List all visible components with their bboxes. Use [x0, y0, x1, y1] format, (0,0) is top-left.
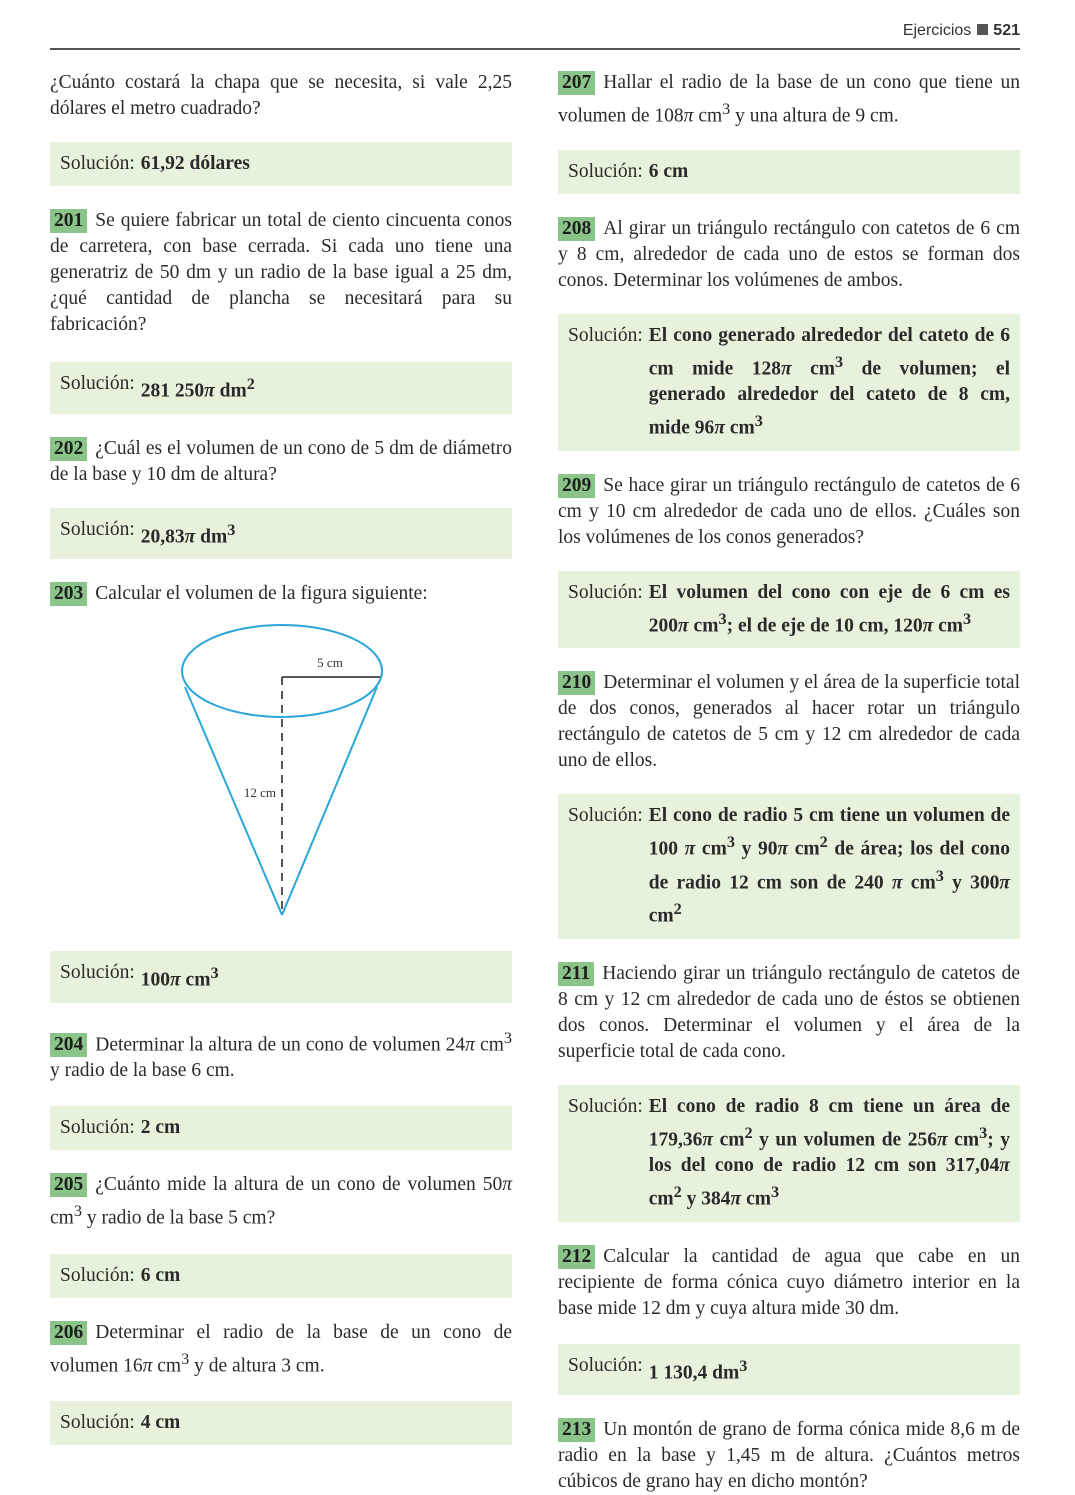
- exercise-number: 211: [558, 962, 594, 986]
- exercise-number: 212: [558, 1245, 595, 1269]
- exercise-209: 209 Se hace girar un triángulo rectángulo de catetos de 6 cm y 10 cm alrededor de cada uno de ellos. ¿Cuáles son los volúmenes de los conos generados?: [558, 474, 1020, 548]
- solution-204: Solución: 2 cm: [50, 1106, 512, 1150]
- radius-label: 5 cm: [317, 655, 343, 670]
- exercise-207: 207 Hallar el radio de la base de un cono que tiene un volumen de 108π $cm^3$ y una altura de 9 cm.: [558, 72, 1020, 127]
- intro-solution: Solución: 61,92 dólares: [50, 142, 512, 186]
- right-column: [558, 70, 1020, 1495]
- exercise-206: 206 Determinar el radio de la base de un cono de volumen 16π $cm^3$ y de altura 3 cm.: [50, 1321, 512, 1376]
- section-title: Ejercicios: [902, 22, 972, 39]
- exercise-number: 202: [50, 437, 87, 461]
- cone-diagram: [180, 623, 400, 923]
- exercise-number: 203: [50, 582, 87, 606]
- solution-211: Solución: El cono de radio 8 cm tiene un área de 179,36π $cm^2$ y un volumen de 256π $cm^3$; y los del cono de radio 12 cm son 317,04π $cm^2$ y 384π $cm^3$: [558, 1085, 1020, 1222]
- solution-209: Solución: El volumen del cono con eje de 6 cm es 200π $cm^3$; el de eje de 10 cm, 120π $cm^3$: [558, 571, 1020, 649]
- exercise-208: 208 Al girar un triángulo rectángulo con catetos de 6 cm y 8 cm, alrededor de cada uno de estos se forman dos conos. Determinar los volúmenes de ambos.: [558, 217, 1020, 291]
- exercise-number: 206: [50, 1321, 87, 1345]
- solution-208: Solución: El cono generado alrededor del cateto de 6 cm mide 128π $cm^3$ de volumen; el generado alrededor del cateto de 8 cm, mide 96π $cm^3$: [558, 314, 1020, 451]
- exercise-number: 210: [558, 671, 595, 695]
- exercise-number: 205: [50, 1173, 87, 1197]
- exercise-number: 213: [558, 1418, 595, 1442]
- intro-problem-text: ¿Cuánto costará la chapa que se necesita, si vale 2,25 dólares el metro cuadrado?: [50, 72, 512, 119]
- solution-202: Solución: 20,83π $dm^3$: [50, 508, 512, 560]
- exercise-204: 204 Determinar la altura de un cono de volumen 24π $cm^3$ y radio de la base 6 cm.: [50, 1028, 512, 1081]
- solution-203: Solución: 100π $cm^3$: [50, 951, 512, 1003]
- height-label: 12 cm: [243, 785, 276, 800]
- solution-206: Solución: 4 cm: [50, 1401, 512, 1445]
- page-header: [50, 22, 1020, 50]
- exercise-213: 213 Un montón de grano de forma cónica mide 8,6 m de radio en la base y 1,45 m de altura. ¿Cuántos metros cúbicos de grano hay en dicho montón?: [558, 1419, 1020, 1492]
- exercise-number: 207: [558, 71, 595, 95]
- cone-left-edge: [185, 687, 282, 915]
- exercise-211: 211 Haciendo girar un triángulo rectángulo de catetos de 8 cm y 12 cm alrededor de cada uno de éstos se obtienen dos conos. Determinar el volumen y el área de la superficie total de cada cono.: [558, 962, 1020, 1062]
- exercise-203: 203 Calcular el volumen de la figura siguiente:: [50, 581, 512, 607]
- cone-right-edge: [282, 687, 377, 915]
- exercise-number: 201: [50, 209, 87, 233]
- solution-201: Solución: 281 250π $dm^2$: [50, 362, 512, 414]
- square-icon: [977, 24, 988, 35]
- left-column: [50, 70, 512, 1445]
- header-text: [903, 22, 1020, 40]
- exercise-210: 210 Determinar el volumen y el área de la superficie total de dos conos, generados al hacer rotar un triángulo rectángulo de catetos de 5 cm y 12 cm alrededor de cada uno de ellos.: [558, 672, 1020, 771]
- exercise-201: 201 Se quiere fabricar un total de ciento cincuenta conos de carretera, con base cerrada. Si cada uno tiene una generatriz de 50 dm y un radio de la base igual a 25 dm, ¿qué cantidad de plancha se necesitará para su fabricación?: [50, 210, 512, 335]
- exercise-number: 204: [50, 1033, 87, 1057]
- cone-figure: [50, 607, 512, 947]
- solution-205: Solución: 6 cm: [50, 1254, 512, 1298]
- solution-210: Solución: El cono de radio 5 cm tiene un volumen de 100 π $cm^3$ y 90π $cm^2$ de área; los del cono de radio 12 cm son de 240 π $cm^3$ y 300π $cm^2$: [558, 794, 1020, 939]
- exercise-212: 212 Calcular la cantidad de agua que cabe en un recipiente de forma cónica cuyo diámetro interior en la base mide 12 dm y cuya altura mide 30 dm.: [558, 1245, 1020, 1319]
- exercise-202: 202 ¿Cuál es el volumen de un cono de 5 dm de diámetro de la base y 10 dm de altura?: [50, 437, 512, 485]
- exercise-205: 205 ¿Cuánto mide la altura de un cono de volumen 50π $cm^3$ y radio de la base 5 cm?: [50, 1174, 512, 1229]
- solution-207: Solución: 6 cm: [558, 150, 1020, 194]
- exercise-number: 208: [558, 217, 595, 241]
- solution-212: Solución: 1 130,4 $dm^3$: [558, 1344, 1020, 1396]
- exercise-number: 209: [558, 474, 595, 498]
- page-number: 521: [993, 22, 1020, 39]
- cone-base-ellipse: [182, 625, 382, 717]
